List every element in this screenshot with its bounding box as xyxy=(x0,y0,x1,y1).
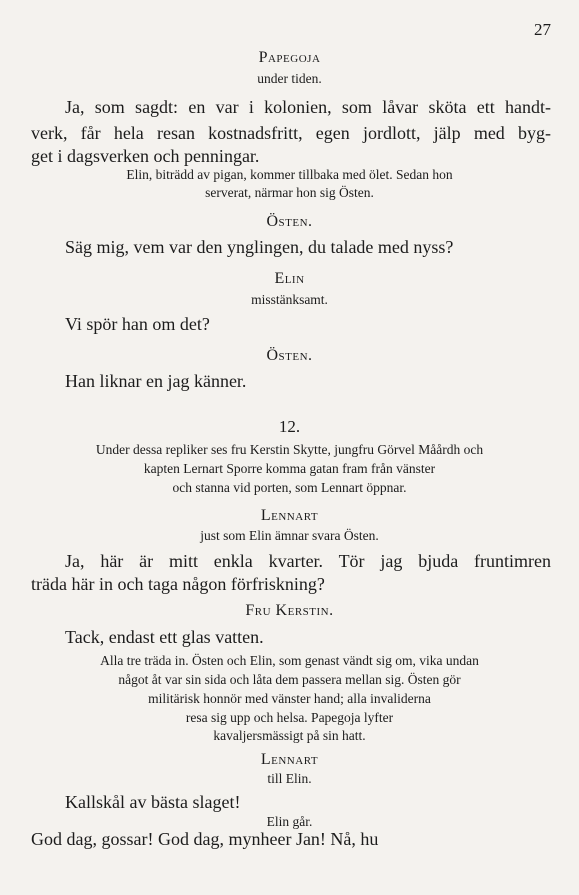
stage-direction: resa sig upp och helsa. Papegoja lyfter xyxy=(185,710,394,725)
stage-direction: serverat, närmar hon sig Östen. xyxy=(205,185,374,200)
stage-direction: kavaljersmässigt på sin hatt. xyxy=(213,728,366,743)
speech-line: get i dagsverken och penningar. xyxy=(31,146,260,166)
speech-line: verk, får hela resan kostnadsfritt, egen jordlott, jälp med byg- xyxy=(31,123,551,143)
speech-line: Kallskål av bästa slaget! xyxy=(65,792,241,812)
speech-line: träda här in och taga någon förfriskning? xyxy=(31,574,325,594)
speech-line: God dag, gossar! God dag, mynheer Jan! Nå, hu xyxy=(31,829,379,849)
speech-line: Vi spör han om det? xyxy=(65,314,210,334)
stage-direction: till Elin. xyxy=(267,771,312,786)
scene-number: 12. xyxy=(278,417,301,436)
speech-line: Ja, här är mitt enkla kvarter. Tör jag bjuda fruntimren xyxy=(65,551,551,571)
speech-line: Ja, som sagdt: en var i kolonien, som låvar sköta ett handt- xyxy=(65,97,551,117)
stage-direction: Elin, biträdd av pigan, kommer tillbaka med ölet. Sedan hon xyxy=(126,167,453,182)
speaker-name: Östen. xyxy=(266,347,313,364)
stage-direction: just som Elin ämnar svara Östen. xyxy=(200,528,379,543)
speaker-name: Elin xyxy=(274,270,305,287)
stage-direction: misstänksamt. xyxy=(251,292,328,307)
page-number: 27 xyxy=(534,20,551,39)
stage-direction: något åt var sin sida och låta dem passera mellan sig. Östen gör xyxy=(118,672,461,687)
speech-line: Tack, endast ett glas vatten. xyxy=(65,627,264,647)
stage-direction: kapten Lernart Sporre komma gatan fram från vänster xyxy=(143,461,436,476)
speech-line: Säg mig, vem var den ynglingen, du talade med nyss? xyxy=(65,237,454,257)
speaker-name: Lennart xyxy=(260,751,319,768)
stage-direction: Elin går. xyxy=(266,814,313,829)
speech-line: Han liknar en jag känner. xyxy=(65,371,247,391)
speaker-name: Fru Kerstin. xyxy=(245,602,334,619)
stage-direction: under tiden. xyxy=(257,71,322,86)
stage-direction: Alla tre träda in. Östen och Elin, som genast vändt sig om, vika undan xyxy=(100,653,479,668)
speaker-name: Papegoja xyxy=(258,49,321,66)
speaker-name: Östen. xyxy=(266,213,313,230)
stage-direction: och stanna vid porten, som Lennart öppnar. xyxy=(172,480,407,495)
speaker-name: Lennart xyxy=(260,507,319,524)
stage-direction: Under dessa repliker ses fru Kerstin Skytte, jungfru Görvel Måårdh och xyxy=(95,442,484,457)
stage-direction: militärisk honnör med vänster hand; alla invaliderna xyxy=(148,691,431,706)
